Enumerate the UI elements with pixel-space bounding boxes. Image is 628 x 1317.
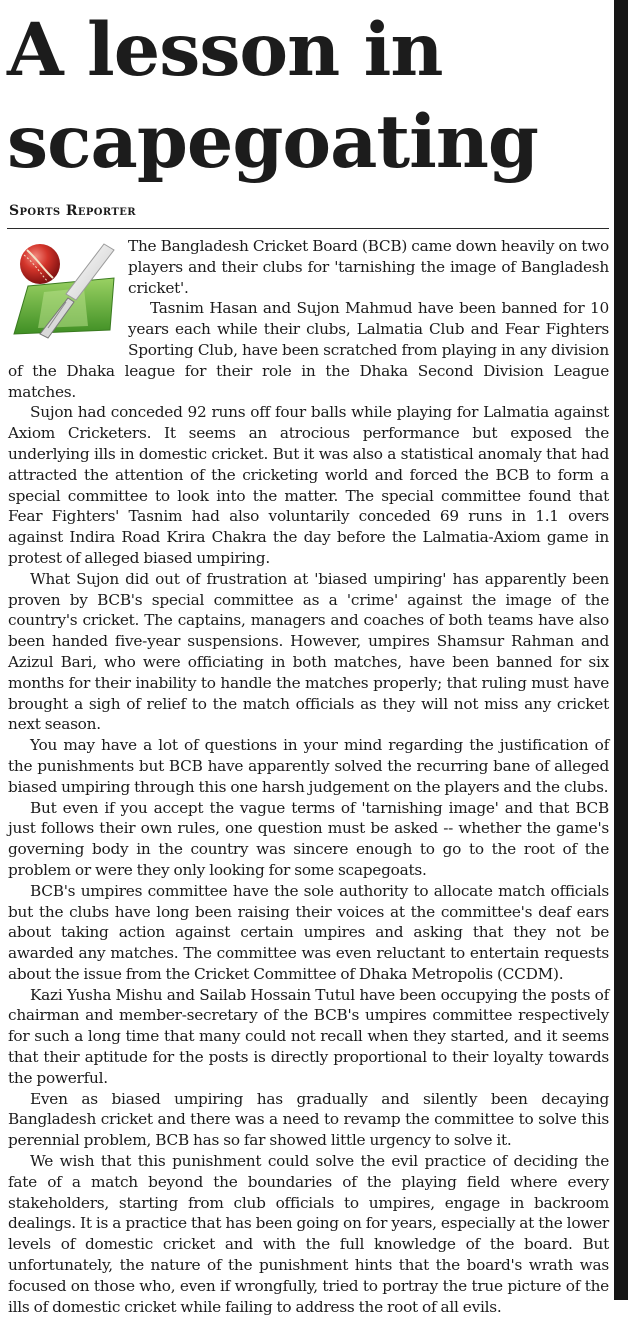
- page-edge-bar: [614, 0, 628, 1300]
- paragraph: We wish that this punishment could solve the evil practice of deciding the fate of a match beyond the boundaries of the playing field where every stakeholders, starting from club officials to umpires, engage in backroom dealings. It is a practice that has been going on for years, especially at the lower levels of domestic cricket and with the full knowledge of the board. But unfortunately, the nature of the punishment hints that the board's wrath was focused on those who, even if wrongfully, tried to portray the true picture of the ills of domestic cricket while failing to address the root of all evils.: [8, 1152, 609, 1316]
- paragraph: Tasnim Hasan and Sujon Mahmud have been banned for 10 years each while their clubs, Lalmatia Club and Fear Fighters Sporting Club, have been scratched from playing in any division of the Dhaka league for their role in the Dhaka Second Division League matches.: [8, 299, 609, 401]
- article-body: [8, 236, 609, 1317]
- paragraph: The Bangladesh Cricket Board (BCB) came down heavily on two players and their clubs for 'tarnishing the image of Bangladesh cricket'.: [128, 237, 609, 297]
- paragraph: What Sujon did out of frustration at 'biased umpiring' has apparently been proven by BCB's special committee as a 'crime' against the image of the country's cricket. The captains, managers and coaches of both teams have also been handed five-year suspensions. However, umpires Shamsur Rahman and Azizul Bari, who were officiating in both matches, have been banned for six months for their inability to handle the matches properly; that ruling must have brought a sigh of relief to the match officials as they will not miss any cricket next season.: [8, 569, 609, 734]
- paragraph: You may have a lot of questions in your mind regarding the justification of the punishments but BCB have apparently solved the recurring bane of alleged biased umpiring through this one harsh judgement on the players and the clubs.: [8, 736, 609, 796]
- headline: A lesson in scapegoating: [7, 7, 538, 185]
- paragraph: But even if you accept the vague terms of 'tarnishing image' and that BCB just follows their own rules, one question must be asked -- whether the game's governing body in the country was sincere enough to go to the root of the problem or were they only looking for some scapegoats.: [8, 798, 609, 879]
- cricket-ball-icon: [20, 244, 60, 284]
- cricket-icon: [10, 238, 122, 342]
- byline-divider: [7, 228, 609, 229]
- paragraph: Kazi Yusha Mishu and Sailab Hossain Tutul have been occupying the posts of chairman and member-secretary of the BCB's umpires committee respectively for such a long time that many could not recall when they started, and it seems that their aptitude for the posts is directly proportional to their loyalty towards the powerful.: [8, 985, 609, 1087]
- byline: Sports Reporter: [9, 203, 137, 219]
- paragraph: Sujon had conceded 92 runs off four balls while playing for Lalmatia against Axiom Cricketers. It seems an atrocious performance but exposed the underlying ills in domestic cricket. But it was also a statistical anomaly that had attracted the attention of the cricketing world and forced the BCB to form a special committee to look into the matter. The special committee found that Fear Fighters' Tasnim had also voluntarily conceded 69 runs in 1.1 overs against Indira Road Krira Chakra the day before the Lalmatia-Axiom game in protest of alleged biased umpiring.: [8, 403, 609, 567]
- paragraph: Even as biased umpiring has gradually and silently been decaying Bangladesh cricket and there was a need to revamp the committee to solve this perennial problem, BCB has so far showed little urgency to solve it.: [8, 1089, 609, 1150]
- paragraph: BCB's umpires committee have the sole authority to allocate match officials but the clubs have long been raising their voices at the committee's deaf ears about taking action against certain umpires and asking that they not be awarded any matches. The committee was even reluctant to entertain requests about the issue from the Cricket Committee of Dhaka Metropolis (CCDM).: [8, 881, 609, 983]
